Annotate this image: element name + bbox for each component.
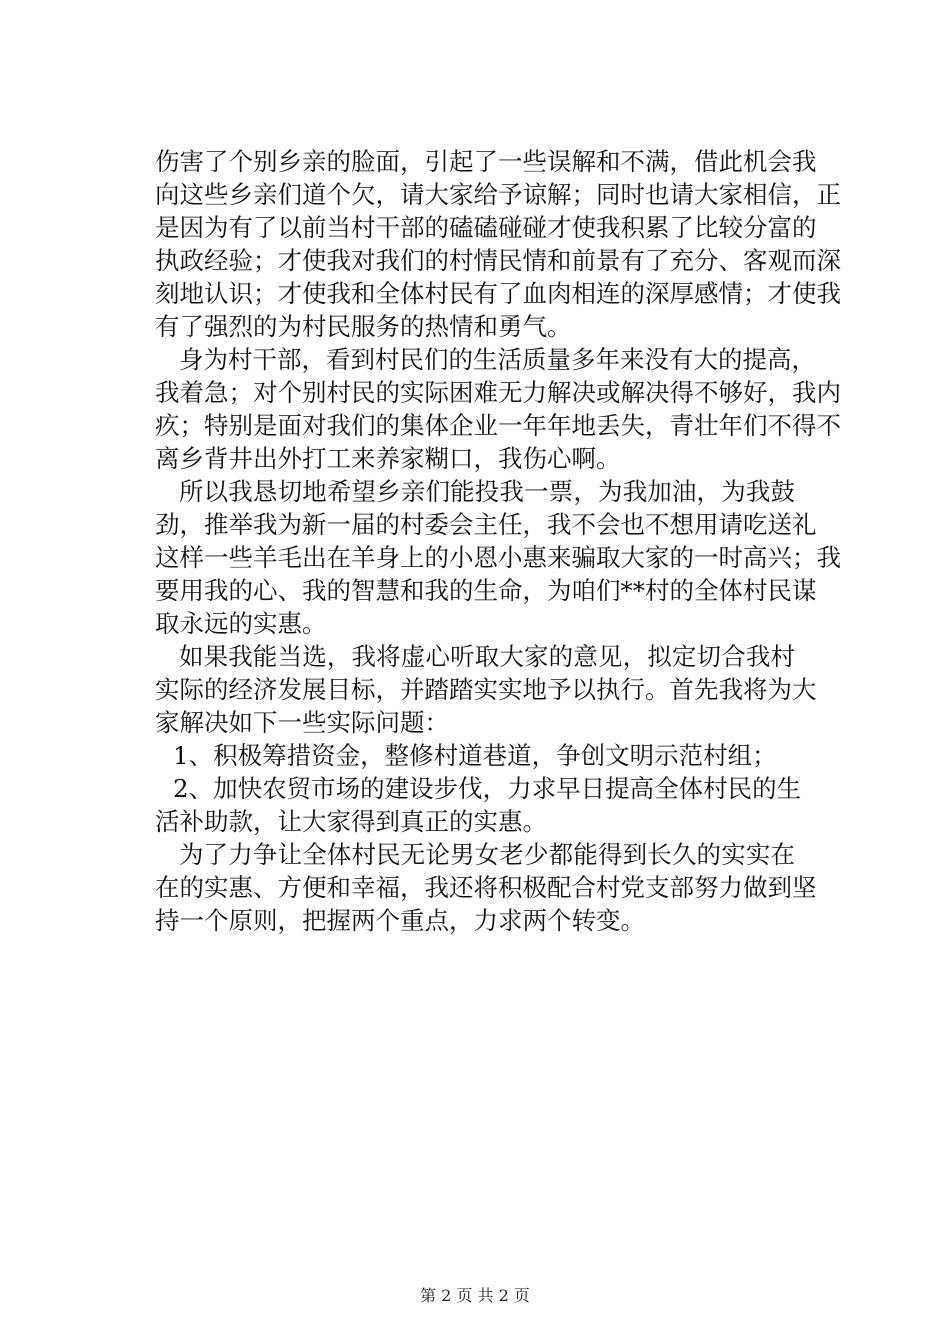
paragraph-first-line: 为了力争让全体村民无论男女老少都能得到长久的实实在 <box>179 840 795 869</box>
text-line: 活补助款，让大家得到真正的实惠。 <box>155 807 547 836</box>
text-line: 有了强烈的为村民服务的热情和勇气。 <box>155 312 572 341</box>
paragraph-first-line: 如果我能当选，我将虚心听取大家的意见，拟定切合我村 <box>179 642 795 671</box>
text-line: 在的实惠、方便和幸福，我还将积极配合村党支部努力做到坚 <box>155 873 817 902</box>
list-item: 1、积极筹措资金，整修村道巷道，争创文明示范村组； <box>173 741 777 770</box>
text-line: 实际的经济发展目标，并踏踏实实地予以执行。首先我将为大 <box>155 675 817 704</box>
text-line: 要用我的心、我的智慧和我的生命，为咱们**村的全体村民谋 <box>155 576 817 605</box>
text-line: 向这些乡亲们道个欠，请大家给予谅解；同时也请大家相信，正 <box>155 180 841 209</box>
document-body <box>155 145 841 937</box>
text-line: 离乡背井出外打工来养家糊口，我伤心啊。 <box>155 444 621 473</box>
text-line: 执政经验；才使我对我们的村情民情和前景有了充分、客观而深 <box>155 246 841 275</box>
text-line: 劲，推举我为新一届的村委会主任，我不会也不想用请吃送礼 <box>155 510 817 539</box>
text-line: 刻地认识；才使我和全体村民有了血肉相连的深厚感情；才使我 <box>155 279 841 308</box>
text-line: 疚；特别是面对我们的集体企业一年年地丢失，青壮年们不得不 <box>155 411 841 440</box>
text-line: 伤害了个别乡亲的脸面，引起了一些误解和不满，借此机会我 <box>155 147 817 176</box>
text-line: 我着急；对个别村民的实际困难无力解决或解决得不够好，我内 <box>155 378 841 407</box>
paragraph-first-line: 身为村干部，看到村民们的生活质量多年来没有大的提高， <box>179 345 816 374</box>
text-line: 家解决如下一些实际问题： <box>155 708 449 737</box>
list-item: 2、加快农贸市场的建设步伐，力求早日提高全体村民的生 <box>173 774 802 803</box>
page-number-footer: 第 2 页 共 2 页 <box>420 1286 530 1305</box>
text-line: 这样一些羊毛出在羊身上的小恩小惠来骗取大家的一时高兴；我 <box>155 543 841 572</box>
text-line: 取永远的实惠。 <box>155 609 327 638</box>
text-line: 是因为有了以前当村干部的磕磕碰碰才使我积累了比较分富的 <box>155 213 817 242</box>
text-line: 持一个原则，把握两个重点，力求两个转变。 <box>155 906 645 935</box>
paragraph-first-line: 所以我恳切地希望乡亲们能投我一票，为我加油，为我鼓 <box>179 477 795 506</box>
